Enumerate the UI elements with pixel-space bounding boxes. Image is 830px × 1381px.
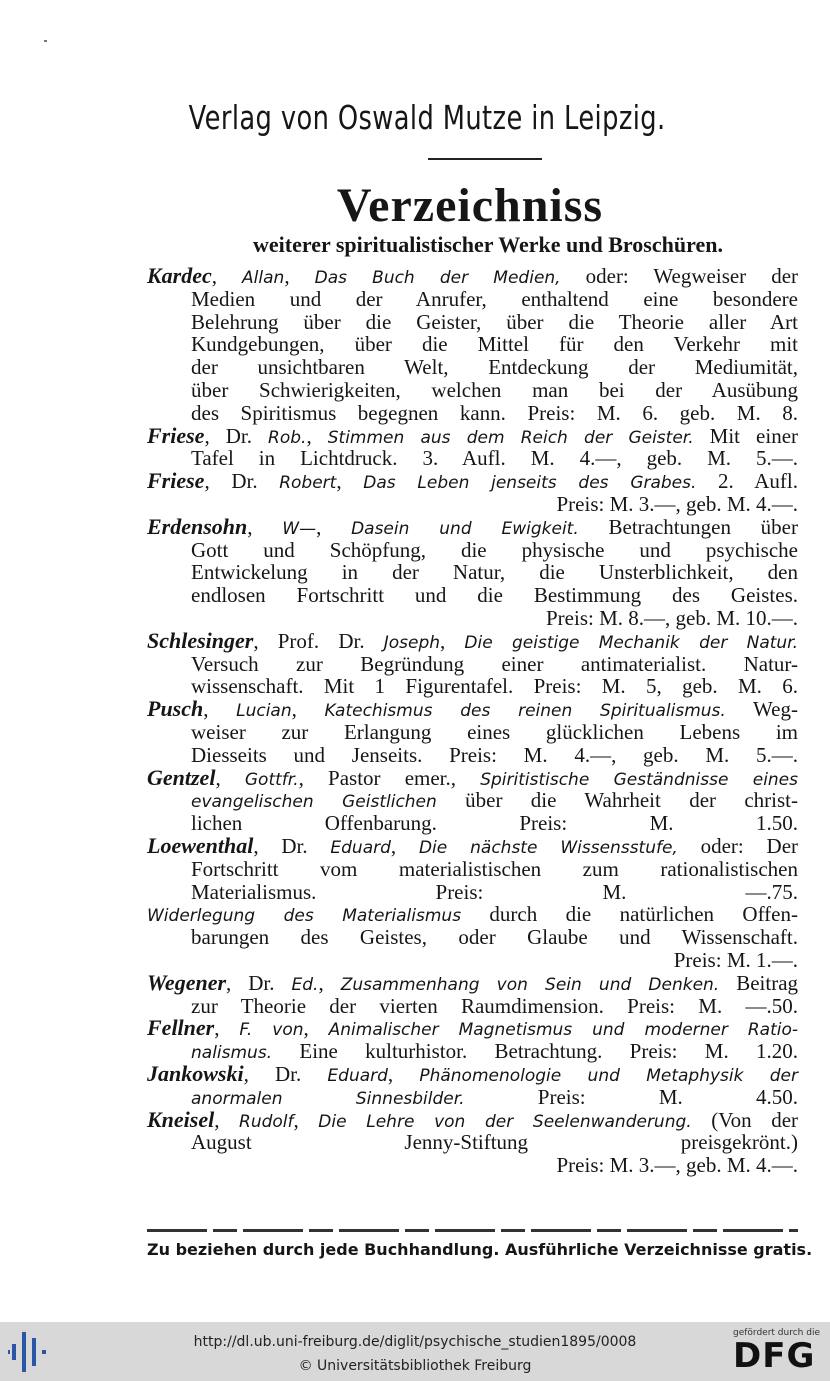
entry-heading-line: [147, 1016, 798, 1040]
entry-text: , Dr.: [226, 970, 292, 995]
entry-text-line: [191, 538, 798, 562]
entry-text-line: [191, 560, 798, 584]
entry-title-text: Rob.: [268, 427, 307, 448]
entry-text: Materialismus. Preis: M. —.75.: [191, 879, 798, 904]
entry-text-line: [191, 606, 798, 630]
entry-text-line: [191, 788, 798, 812]
entry-text: ,: [306, 423, 328, 448]
entry-title-text: Allan: [242, 268, 285, 288]
entry-text: wissenschaft. Mit 1 Figurentafel. Preis: M. 5, geb. M. 6.: [191, 674, 798, 699]
entry-author: Pusch: [147, 696, 204, 722]
entry-text: Preis: M. 1.—.: [673, 948, 798, 972]
entry-text-line: [191, 492, 798, 516]
entry-title-text: Eduard: [330, 838, 391, 858]
entry-text-line: [191, 1085, 798, 1109]
entry-text: ,: [440, 628, 465, 653]
funding-label: gefördert durch die: [733, 1328, 820, 1338]
entry-title-text: F. von: [239, 1020, 304, 1041]
entry-text: , Dr.: [253, 834, 331, 858]
entry-text: Diesseits und Jenseits. Preis: M. 4.—, geb. M. 5.—.: [191, 742, 798, 767]
entry-text: weiser zur Erlangung eines glücklichen Lebens im: [191, 720, 798, 744]
entry-title-text: Die nächste Wissensstufe,: [418, 838, 678, 858]
entry-text: , Prof. Dr.: [253, 628, 384, 653]
entry-text: ,: [291, 697, 325, 722]
footer-note: Zu beziehen durch jede Buchhandlung. Ausführliche Verzeichnisse gratis.: [147, 1240, 813, 1259]
entry-text: ,: [211, 264, 243, 288]
entry-text-line: [191, 925, 798, 949]
entry-title-text: Katechismus des reinen Spiritualismus.: [324, 701, 726, 722]
entry-author: Loewenthal: [147, 833, 254, 858]
entry-text: zur Theorie der vierten Raumdimension. Preis: M. —.50.: [191, 993, 798, 1018]
entry-text: Preis: M. 4.50.: [464, 1084, 798, 1109]
entry-text: Entwickelung in der Natur, die Unsterblichkeit, den: [191, 560, 798, 585]
entry-text: Gott und Schöpfung, die physische und psychische: [191, 537, 798, 562]
entry-heading-line: [147, 834, 798, 858]
entry-title-text: Lucian: [236, 701, 292, 722]
entry-title-text: Phänomenologie und Metaphysik der: [419, 1066, 798, 1086]
entry-text-line: [191, 1039, 798, 1063]
entry-text: lichen Offenbarung. Preis: M. 1.50.: [191, 811, 798, 836]
entry-title-text: Die geistige Mechanik der Natur.: [464, 632, 799, 653]
scan-speck: [44, 40, 47, 42]
entry-text-line: [191, 1130, 798, 1154]
entry-title-text: Das Leben jenseits des Grabes.: [363, 473, 697, 494]
entry-text: Versuch zur Begründung einer antimaterialist. Natur-: [191, 651, 798, 676]
entry-author: Erdensohn: [147, 513, 248, 539]
entry-text: ,: [303, 1016, 329, 1041]
entry-text: oder: Der: [677, 834, 799, 858]
entry-text: , Dr.: [204, 469, 280, 494]
entry-text: über die Wahrheit der christ-: [436, 788, 798, 813]
copyright-notice: © Universitätsbibliothek Freiburg: [298, 1358, 532, 1374]
entry-text: ,: [203, 697, 237, 722]
entry-text: ,: [215, 765, 245, 790]
catalog-title: Verzeichniss: [336, 179, 604, 232]
entry-text-line: [191, 880, 798, 904]
entry-text: barungen des Geistes, oder Glaube und Wissenschaft.: [191, 925, 798, 950]
entry-text: ,: [318, 970, 341, 995]
entry-heading-line: [147, 424, 798, 448]
entry-heading-line: [147, 629, 798, 653]
entry-text-line: [191, 355, 798, 379]
entry-text: über Schwierigkeiten, welchen man bei der Ausübung: [191, 378, 798, 402]
entry-author: Fellner: [147, 1015, 215, 1041]
entry-title-text: Spiritistische Geständnisse eines: [480, 769, 799, 790]
entry-text-line: [191, 332, 798, 356]
entry-text: des Spiritismus begegnen kann. Preis: M. 6. geb. M. 8.: [191, 400, 798, 425]
entry-text-line: [191, 857, 798, 881]
entry-text: ,: [284, 264, 315, 288]
entry-text-line: [191, 743, 798, 767]
entry-text: Eine kulturhistor. Betrachtung. Preis: M. 1.20.: [272, 1039, 798, 1064]
entry-text: Weg-: [725, 697, 798, 722]
entry-text-line: [191, 811, 798, 835]
entry-title-text: Joseph: [383, 632, 441, 653]
entry-text: Belehrung über die Geister, über die Theorie aller Art: [191, 309, 798, 334]
entry-text: Fortschritt vom materialistischen zum rationalistischen: [191, 856, 798, 881]
entry-text: Preis: M. 3.—, geb. M. 4.—.: [556, 492, 798, 516]
entry-text: ,: [336, 469, 364, 494]
entry-text: Preis: M. 3.—, geb. M. 4.—.: [556, 1153, 798, 1178]
entry-text: , Dr.: [204, 423, 269, 448]
entry-text: ,: [387, 1062, 420, 1086]
entry-heading-line: [147, 902, 798, 926]
entry-text: , Dr.: [243, 1062, 328, 1086]
entry-title-text: Stimmen aus dem Reich der Geister.: [327, 427, 694, 448]
entry-title-text: Die Lehre von der Seelenwanderung.: [318, 1111, 692, 1132]
entry-text: durch die natürlichen Offen-: [461, 902, 798, 927]
entry-text: Mit einer: [693, 423, 799, 448]
entry-text-line: [191, 446, 798, 470]
entry-text: (Von der: [691, 1107, 799, 1132]
entry-title-text: Rudolf: [239, 1111, 294, 1132]
entry-text: , Pastor emer.,: [298, 765, 481, 790]
entry-text: Beitrag: [719, 970, 799, 995]
entry-text-line: [191, 287, 798, 311]
entry-text: ,: [293, 1107, 319, 1132]
entry-text: 2. Aufl.: [696, 469, 799, 494]
entry-text: der unsichtbaren Welt, Entdeckung der Mediumität,: [191, 355, 798, 380]
entry-author: Friese: [147, 468, 205, 494]
entry-text-line: [191, 310, 798, 334]
entry-text-line: [191, 1153, 798, 1177]
entry-text-line: [191, 720, 798, 744]
entry-title-text: Zusammenhang von Sein und Denken.: [340, 974, 720, 995]
title-divider: [428, 158, 542, 160]
entry-author: Kneisel: [147, 1106, 215, 1132]
entry-heading-line: [147, 1108, 798, 1132]
entry-title-text: Dasein und Ewigkeit.: [351, 518, 579, 539]
entry-text: ,: [214, 1107, 240, 1132]
entry-heading-line: [147, 697, 798, 721]
entry-heading-line: [147, 515, 798, 539]
viewer-footer-bar: [0, 1322, 830, 1381]
entry-text: ,: [316, 514, 352, 539]
entry-text-line: [191, 378, 798, 402]
entry-text-line: [191, 401, 798, 425]
entry-author: Friese: [147, 422, 205, 448]
entry-author: Wegener: [147, 969, 227, 995]
entry-text-line: [191, 652, 798, 676]
entry-heading-line: [147, 1062, 798, 1086]
entry-text: August Jenny-Stiftung preisgekrönt.): [191, 1130, 798, 1155]
entry-heading-line: [147, 264, 798, 288]
entry-title-text: anormalen Sinnesbilder.: [191, 1088, 465, 1109]
entry-title-text: Widerlegung des Materialismus: [147, 906, 462, 927]
publisher-line: Verlag von Oswald Mutze in Leipzig.: [188, 98, 666, 137]
entry-text-line: [191, 994, 798, 1018]
entry-text-line: [191, 583, 798, 607]
entry-text: Betrachtungen über: [578, 514, 798, 539]
entry-title-text: Robert: [279, 473, 337, 494]
entry-text: ,: [390, 834, 419, 858]
dfg-logo[interactable]: DFG: [733, 1336, 816, 1376]
entry-text: oder: Wegweiser der: [560, 264, 799, 288]
entry-heading-line: [147, 469, 798, 493]
entry-author: Gentzel: [147, 764, 216, 790]
entry-text: endlosen Fortschritt und die Bestimmung des Geistes.: [191, 583, 798, 608]
entry-title-text: evangelischen Geistlichen: [191, 792, 437, 813]
entry-text: Medien und der Anrufer, enthaltend eine besondere: [191, 286, 798, 311]
entry-text-line: [191, 948, 798, 972]
entry-heading-line: [147, 766, 798, 790]
entry-text: Preis: M. 8.—, geb. M. 10.—.: [546, 606, 798, 630]
entry-heading-line: [147, 971, 798, 995]
entry-title-text: Ed.: [291, 974, 319, 995]
entry-author: Kardec: [147, 263, 212, 288]
entry-title-text: Gottfr.: [244, 769, 299, 790]
source-url-link[interactable]: http://dl.ub.uni-freiburg.de/diglit/psychische_studien1895/0008: [193, 1334, 637, 1350]
entry-text: ,: [247, 514, 283, 539]
entry-text: Kundgebungen, über die Mittel für den Verkehr mit: [191, 332, 798, 357]
entry-title-text: Animalischer Magnetismus und moderner Ratio-: [328, 1020, 799, 1041]
entry-text-line: [191, 674, 798, 698]
entry-author: Jankowski: [147, 1061, 244, 1086]
catalog-subtitle: weiterer spiritualistischer Werke und Broschüren.: [253, 232, 723, 257]
entry-text: Tafel in Lichtdruck. 3. Aufl. M. 4.—, geb. M. 5.—.: [191, 446, 798, 471]
footer-divider: [147, 1229, 798, 1232]
entry-title-text: Eduard: [327, 1066, 388, 1086]
entry-title-text: Das Buch der Medien,: [314, 268, 561, 288]
entry-title-text: nalismus.: [191, 1043, 273, 1064]
entry-title-text: W—: [282, 518, 317, 539]
entry-author: Schlesinger: [147, 627, 254, 653]
entry-text: ,: [214, 1016, 240, 1041]
